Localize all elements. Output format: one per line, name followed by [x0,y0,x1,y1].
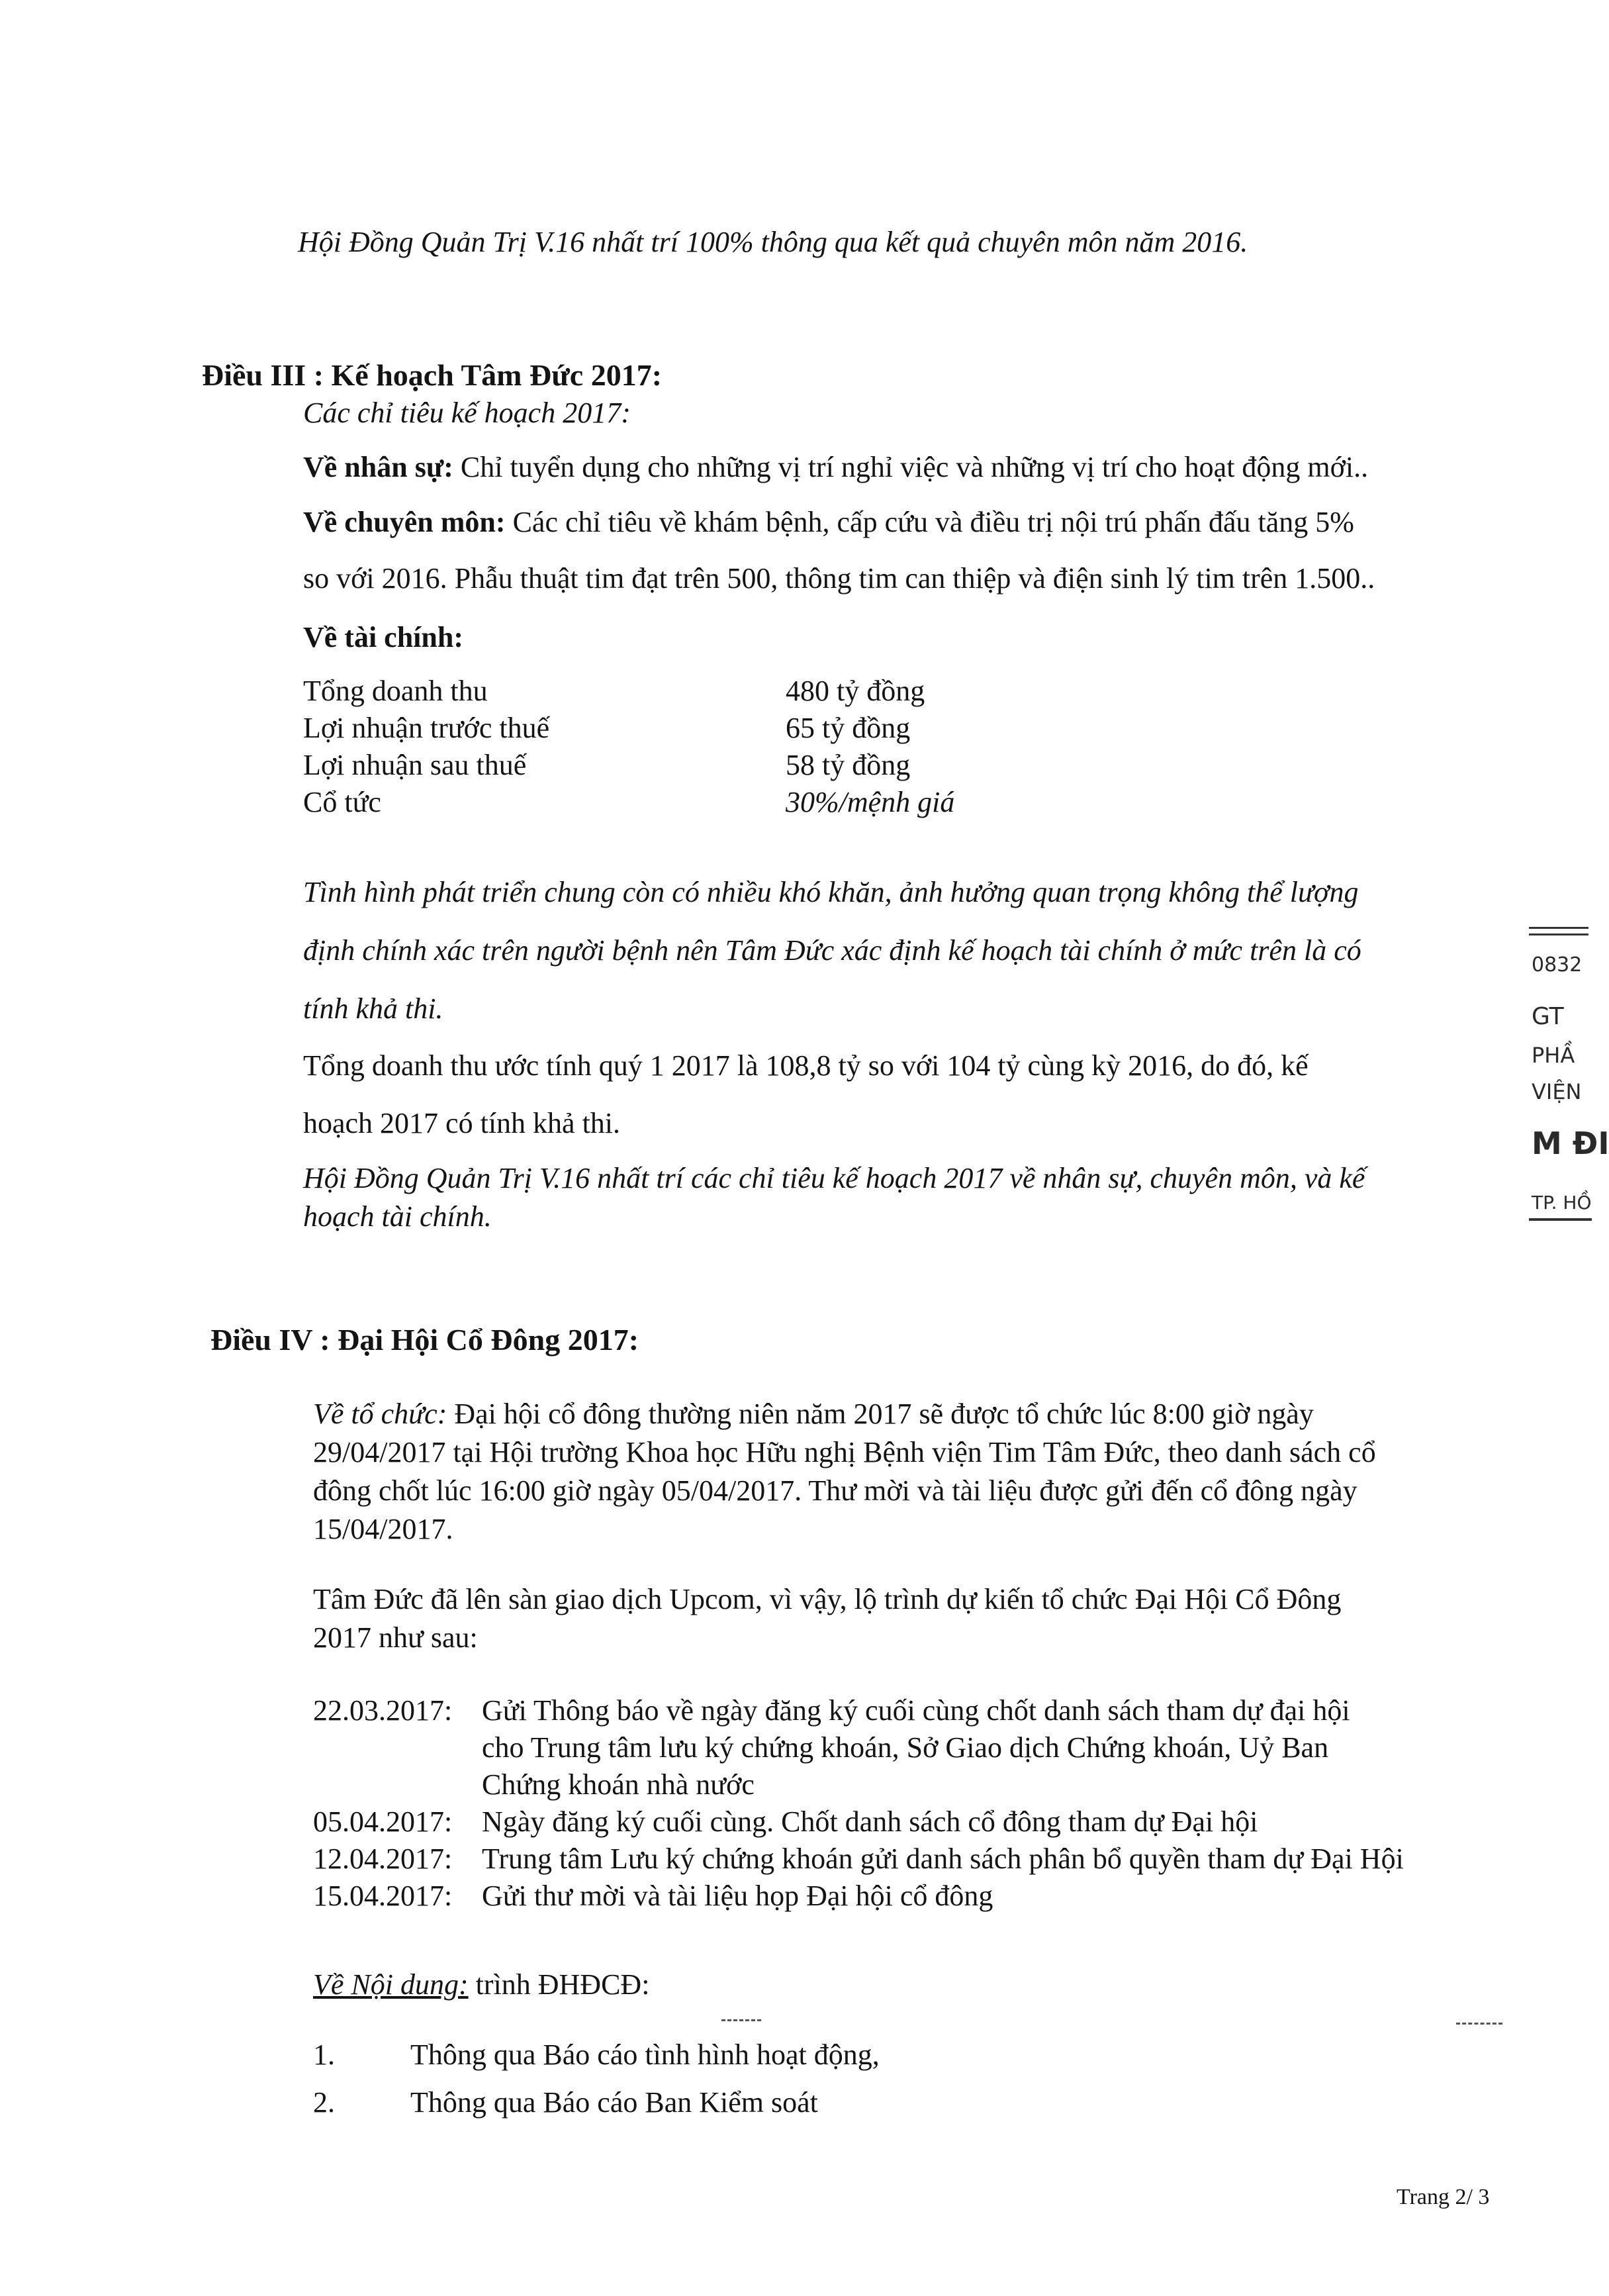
stamp-text: VIỆN [1532,1079,1582,1104]
stamp-text: GT [1532,1003,1564,1030]
personnel-paragraph [303,450,1368,485]
stamp-text: PHẦ [1532,1043,1575,1068]
finance-value-revenue: 480 tỷ đồng [786,675,925,707]
personnel-text: Chỉ tuyển dụng cho những vị trí nghỉ việc và những vị trí cho hoạt động mới.. [453,451,1369,483]
upcom-line-1: Tâm Đức đã lên sàn giao dịch Upcom, vì vậy, lộ trình dự kiến tổ chức Đại Hội Cổ Đông [313,1583,1342,1615]
schedule-text-1c: Chứng khoán nhà nước [482,1768,755,1801]
content-text: trình ĐHĐCĐ: [468,1968,650,2001]
content-line [313,1968,649,2003]
org-line-1 [313,1397,1314,1432]
org-line-2: 29/04/2017 tại Hội trường Khoa học Hữu nghị Bệnh viện Tim Tâm Đức, theo danh sách cổ [313,1436,1376,1468]
professional-label: Về chuyên môn: [303,506,506,538]
org-label: Về tổ chức: [313,1398,447,1430]
professional-text-2: so với 2016. Phẫu thuật tim đạt trên 500, thông tim can thiệp và điện sinh lý tim trên 1.500.. [303,562,1375,595]
stamp-fragment [1522,927,1609,1245]
agenda-text-1: Thông qua Báo cáo tình hình hoạt động, [410,2038,880,2071]
finance-label-aftertax: Lợi nhuận sau thuế [303,749,527,781]
professional-text-1: Các chỉ tiêu về khám bệnh, cấp cứu và điều trị nội trú phấn đấu tăng 5% [505,506,1354,538]
schedule-date-3: 12.04.2017: [313,1842,453,1875]
org-line-3: đông chốt lúc 16:00 giờ ngày 05/04/2017. Thư mời và tài liệu được gửi đến cổ đông ngày [313,1474,1357,1507]
article4-heading: Điều IV : Đại Hội Cổ Đông 2017: [210,1323,639,1357]
scan-mark [1456,2023,1502,2025]
finance-value-aftertax: 58 tỷ đồng [786,749,911,781]
schedule-date-2: 05.04.2017: [313,1805,453,1838]
scan-mark [721,2019,761,2021]
agenda-num-1: 1. [313,2038,335,2071]
stamp-line [1529,927,1588,929]
article3-conclusion-line-1: Hội Đồng Quản Trị V.16 nhất trí các chỉ tiêu kế hoạch 2017 về nhân sự, chuyên môn, và kế [303,1162,1365,1194]
schedule-text-3: Trung tâm Lưu ký chứng khoán gửi danh sách phân bổ quyền tham dự Đại Hội [482,1842,1404,1875]
article3-heading: Điều III : Kế hoạch Tâm Đức 2017: [202,358,663,392]
content-label: Về Nội dung: [313,1968,469,2001]
note-line-3: tính khả thi. [303,992,443,1025]
finance-label-pretax: Lợi nhuận trước thuế [303,712,550,744]
note-line-1: Tình hình phát triển chung còn có nhiều khó khăn, ảnh hưởng quan trọng không thể lượng [303,876,1359,908]
stamp-text: TP. HỒ [1532,1192,1592,1214]
stamp-line [1529,1218,1592,1221]
org-line-4: 15/04/2017. [313,1513,453,1545]
org-text-1: Đại hội cổ đông thường niên năm 2017 sẽ được tổ chức lúc 8:00 giờ ngày [447,1398,1314,1430]
finance-label: Về tài chính: [303,621,463,653]
schedule-text-2: Ngày đăng ký cuối cùng. Chốt danh sách cổ đông tham dự Đại hội [482,1805,1258,1838]
stamp-text: M ĐI [1532,1125,1609,1161]
agenda-num-2: 2. [313,2086,335,2119]
finance-value-dividend: 30%/mệnh giá [786,786,955,818]
finance-label-revenue: Tổng doanh thu [303,675,488,707]
section2-conclusion: Hội Đồng Quản Trị V.16 nhất trí 100% thông qua kết quả chuyên môn năm 2016. [298,226,1248,258]
schedule-date-4: 15.04.2017: [313,1880,453,1912]
schedule-text-4: Gửi thư mời và tài liệu họp Đại hội cổ đông [482,1880,993,1912]
agenda-text-2: Thông qua Báo cáo Ban Kiểm soát [410,2086,818,2119]
page-number: Trang 2/ 3 [1397,2185,1490,2209]
personnel-label: Về nhân sự: [303,451,453,483]
article3-subtitle: Các chỉ tiêu kế hoạch 2017: [303,397,631,429]
revenue-line-1: Tổng doanh thu ước tính quý 1 2017 là 108,8 tỷ so với 104 tỷ cùng kỳ 2016, do đó, kế [303,1049,1309,1082]
professional-paragraph [303,505,1354,540]
finance-label-dividend: Cổ tức [303,786,381,818]
note-line-2: định chính xác trên người bệnh nên Tâm Đức xác định kế hoạch tài chính ở mức trên là có [303,934,1361,967]
stamp-text: 0832 [1532,953,1583,977]
finance-value-pretax: 65 tỷ đồng [786,712,911,744]
upcom-line-2: 2017 như sau: [313,1621,478,1654]
article3-conclusion-line-2: hoạch tài chính. [303,1200,492,1233]
revenue-line-2: hoạch 2017 có tính khả thi. [303,1107,621,1139]
schedule-date-1: 22.03.2017: [313,1694,453,1727]
schedule-text-1b: cho Trung tâm lưu ký chứng khoán, Sở Giao dịch Chứng khoán, Uỷ Ban [482,1731,1329,1764]
stamp-line [1529,933,1588,935]
schedule-text-1: Gửi Thông báo về ngày đăng ký cuối cùng chốt danh sách tham dự đại hội [482,1694,1350,1727]
